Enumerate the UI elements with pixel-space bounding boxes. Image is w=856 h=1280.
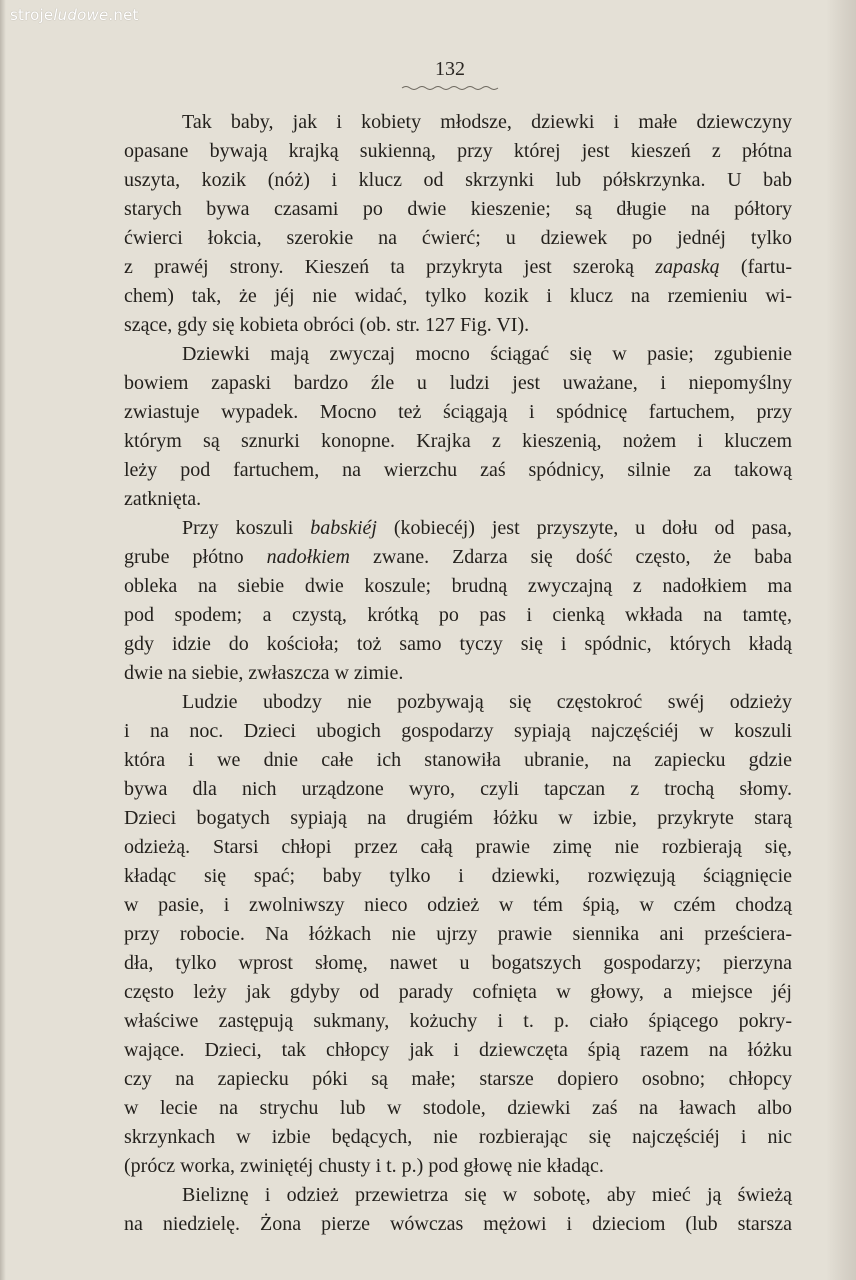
text-line: opasane bywają krajką sukienną, przy której jest kieszeń z płótna [124, 140, 792, 162]
text-line: leży pod fartuchem, na wierzchu zaś spódnicy, silnie za takową [124, 459, 792, 481]
text-line [124, 514, 792, 543]
text-line: bywa dla nich urządzone wyro, czyli tapczan z trochą słomy. [124, 778, 792, 800]
text-line: gdy idzie do kościoła; toż samo tyczy się i spódnic, których kładą [124, 633, 792, 655]
watermark-part-1: stroje [10, 6, 54, 24]
text-line: dwie na siebie, zwłaszcza w zimie. [124, 662, 404, 684]
text-line: chem) tak, że jéj nie widać, tylko kozik i klucz na rzemieniu wi- [124, 285, 792, 307]
watermark-part-2: ludowe [53, 6, 109, 24]
text-line: dła, tylko wprost słomę, nawet u bogatszych gospodarzy; pierzyna [124, 952, 792, 974]
site-watermark [10, 6, 139, 24]
text-segment: grube płótno [124, 546, 267, 568]
text-line: Bieliznę i odzież przewietrza się w sobotę, aby mieć ją świeżą [182, 1184, 792, 1206]
text-line: właściwe zastępują sukmany, kożuchy i t. p. ciało śpiącego pokry- [124, 1010, 792, 1032]
text-line: często leży jak gdyby od parady cofnięta w głowy, a miejsce jéj [124, 981, 792, 1003]
text-line: na niedzielę. Żona pierze wówczas mężowi i dzieciom (lub starsza [124, 1213, 792, 1235]
emphasized-term: babskiéj [310, 517, 377, 539]
text-line: skrzynkach w izbie będących, nie rozbierając się najczęściéj i nic [124, 1126, 792, 1148]
text-line: (prócz worka, zwiniętéj chusty i t. p.) pod głowę nie kładąc. [124, 1155, 604, 1177]
text-line: starych bywa czasami po dwie kieszenie; są długie na półtory [124, 198, 792, 220]
text-line: Dziewki mają zwyczaj mocno ściągać się w pasie; zgubienie [182, 343, 792, 365]
text-line: która i we dnie całe ich stanowiła ubranie, na zapiecku gdzie [124, 749, 792, 771]
text-line: ćwierci łokcia, szerokie na ćwierć; u dziewek po jednéj tylko [124, 227, 792, 249]
emphasized-term: nadołkiem [266, 546, 350, 568]
text-line: którym są sznurki konopne. Krajka z kieszenią, nożem i kluczem [124, 430, 792, 452]
text-line: szące, gdy się kobieta obróci (ob. str. 127 Fig. VI). [124, 314, 530, 336]
text-line: w pasie, i zwolniwszy nieco odzież w tém śpią, w czém chodzą [124, 894, 792, 916]
text-line: czy na zapiecku póki są małe; starsze dopiero osobno; chłopcy [124, 1068, 792, 1090]
text-line: obleka na siebie dwie koszule; brudną zwyczajną z nadołkiem ma [124, 575, 792, 597]
text-segment: Przy koszuli [182, 517, 311, 539]
text-line: zwiastuje wypadek. Mocno też ściągają i spódnicę fartuchem, przy [124, 401, 792, 423]
text-line: pod spodem; a czystą, krótką po pas i cienką wkłada na tamtę, [124, 604, 792, 626]
text-line: bowiem zapaski bardzo źle u ludzi jest uważane, i niepomyślny [124, 372, 792, 394]
watermark-part-3: .net [108, 6, 139, 24]
text-line: przy robocie. Na łóżkach nie ujrzy prawie siennika ani prześciera- [124, 923, 792, 945]
text-line: Dzieci bogatych sypiają na drugiém łóżku w izbie, przykryte starą [124, 807, 792, 829]
text-line [124, 543, 792, 572]
text-line [124, 253, 792, 282]
text-line: zatknięta. [124, 488, 202, 510]
text-line: wające. Dzieci, tak chłopcy jak i dziewczęta śpią razem na łóżku [124, 1039, 792, 1061]
wavy-rule-ornament [400, 84, 500, 92]
text-line: odzieżą. Starsi chłopi przez całą prawie zimę nie rozbierają się, [124, 836, 792, 858]
text-line: w lecie na strychu lub w stodole, dziewki zaś na ławach albo [124, 1097, 792, 1119]
text-segment: (fartu- [719, 256, 792, 278]
body-text [124, 108, 792, 1239]
text-segment: z prawéj strony. Kieszeń ta przykryta jest szeroką [124, 256, 656, 278]
text-line: uszyta, kozik (nóż) i klucz od skrzynki lub półskrzynka. U bab [124, 169, 792, 191]
text-line: i na noc. Dzieci ubogich gospodarzy sypiają najczęściéj w koszuli [124, 720, 792, 742]
text-line: kładąc się spać; baby tylko i dziewki, rozwięzują ściągnięcie [124, 865, 792, 887]
text-line: Tak baby, jak i kobiety młodsze, dziewki i małe dziewczyny [182, 111, 792, 133]
emphasized-term: zapaską [655, 256, 720, 278]
page-number: 132 [435, 58, 465, 80]
text-segment: zwane. Zdarza się dość często, że baba [349, 546, 792, 568]
text-line: Ludzie ubodzy nie pozbywają się częstokroć swéj odzieży [182, 691, 792, 713]
text-segment: (kobiecéj) jest przyszyte, u dołu od pasa, [376, 517, 793, 539]
